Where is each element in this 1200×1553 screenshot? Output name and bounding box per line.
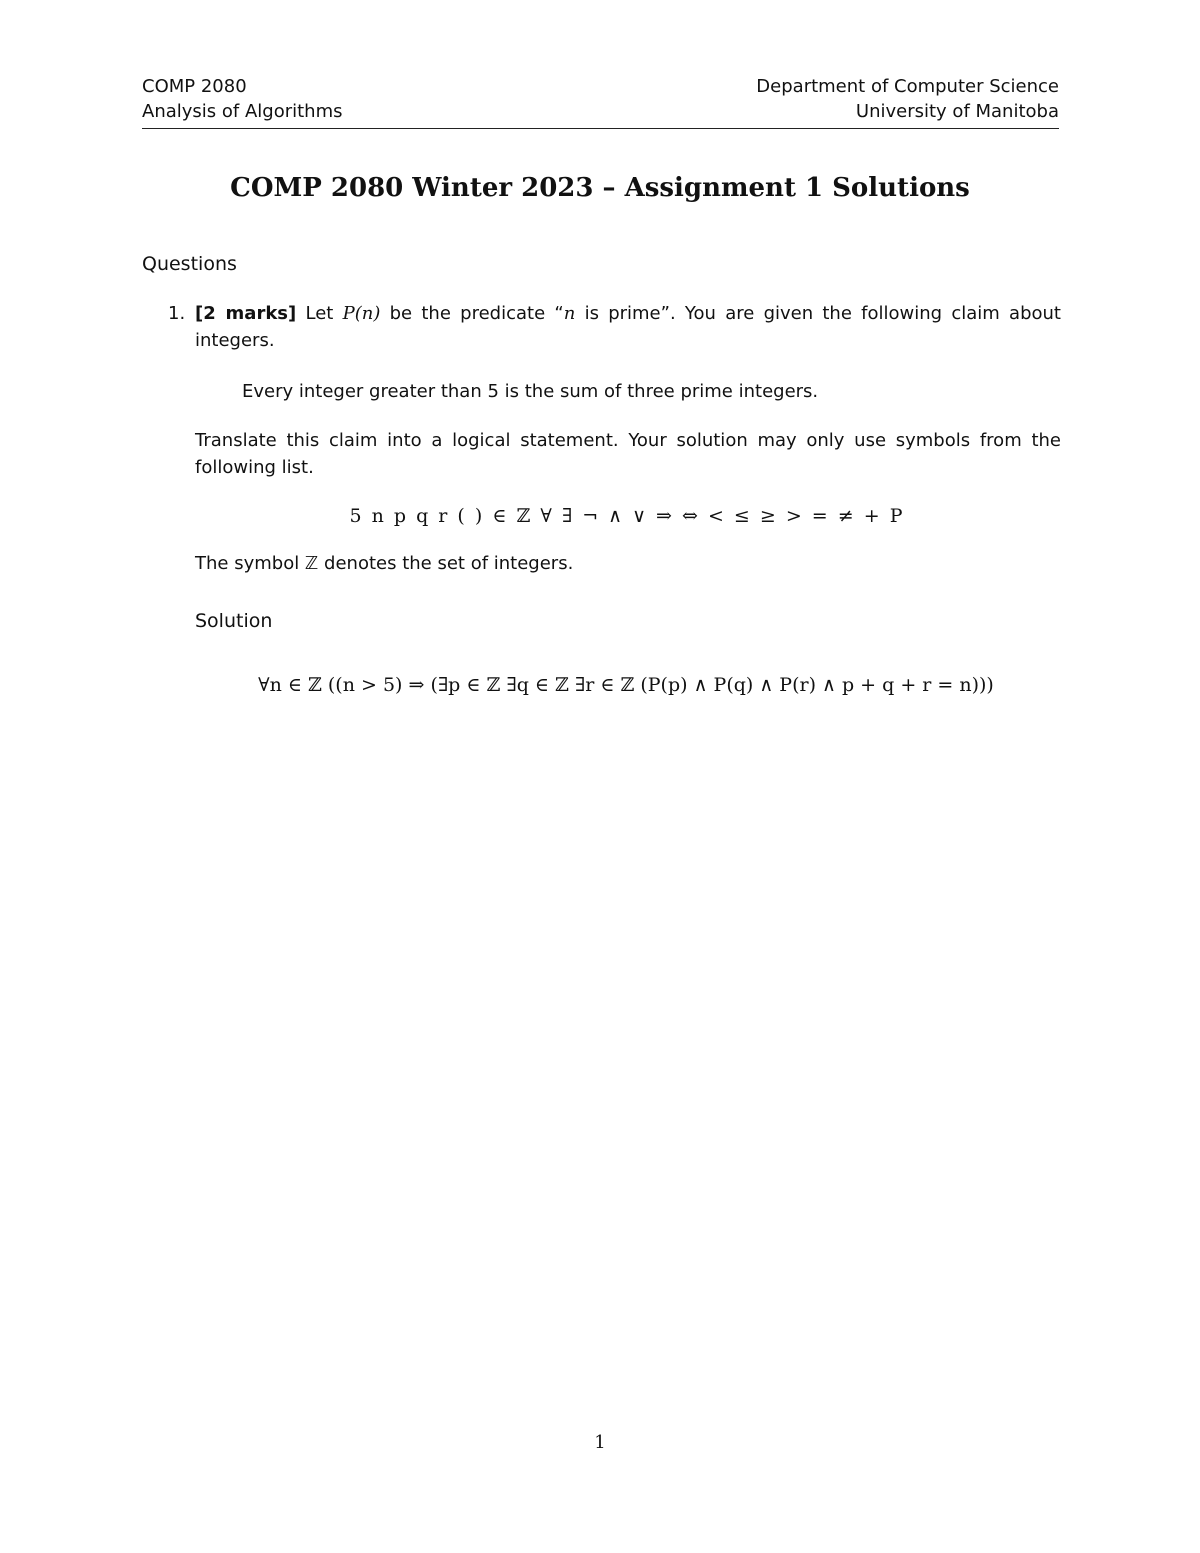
question-number: 1. [168,303,186,324]
department: Department of Computer Science [756,76,1059,97]
instruction-text: Translate this claim into a logical statement. Your solution may only use symbols from the following list. [195,430,1061,478]
variable-n: n [563,303,576,324]
question-text-rest: is prime”. You are given the following claim about integers. [195,303,1061,351]
section-heading: Questions [142,253,237,275]
course-code: COMP 2080 [142,76,247,97]
symbol-note: The symbol ℤ denotes the set of integers. [195,553,574,574]
solution-formula: ∀n ∈ ℤ ((n > 5) ⇒ (∃p ∈ ℤ ∃q ∈ ℤ ∃r ∈ ℤ (P(p) ∧ P(q) ∧ P(r) ∧ p + q + r = n))) [258,674,994,696]
header-left [142,74,343,124]
solution-heading: Solution [195,610,273,632]
page-number: 1 [594,1432,606,1453]
university: University of Manitoba [855,101,1059,122]
allowed-symbols: 5 n p q r ( ) ∈ ℤ ∀ ∃ ¬ ∧ ∨ ⇒ ⇔ < ≤ ≥ > = ≠ + P [349,505,903,527]
header-right [756,74,1059,124]
predicate-symbol: P(n) [342,303,381,324]
question-text-let: Let [296,303,343,324]
document-title: COMP 2080 Winter 2023 – Assignment 1 Solutions [230,173,970,203]
question-intro [195,300,1061,354]
question-marks: [2 marks] [195,303,297,324]
page-header [142,74,1059,129]
course-name: Analysis of Algorithms [142,101,343,122]
question-text-be: be the predicate “ [380,303,564,324]
claim-statement: Every integer greater than 5 is the sum of three prime integers. [242,381,819,402]
